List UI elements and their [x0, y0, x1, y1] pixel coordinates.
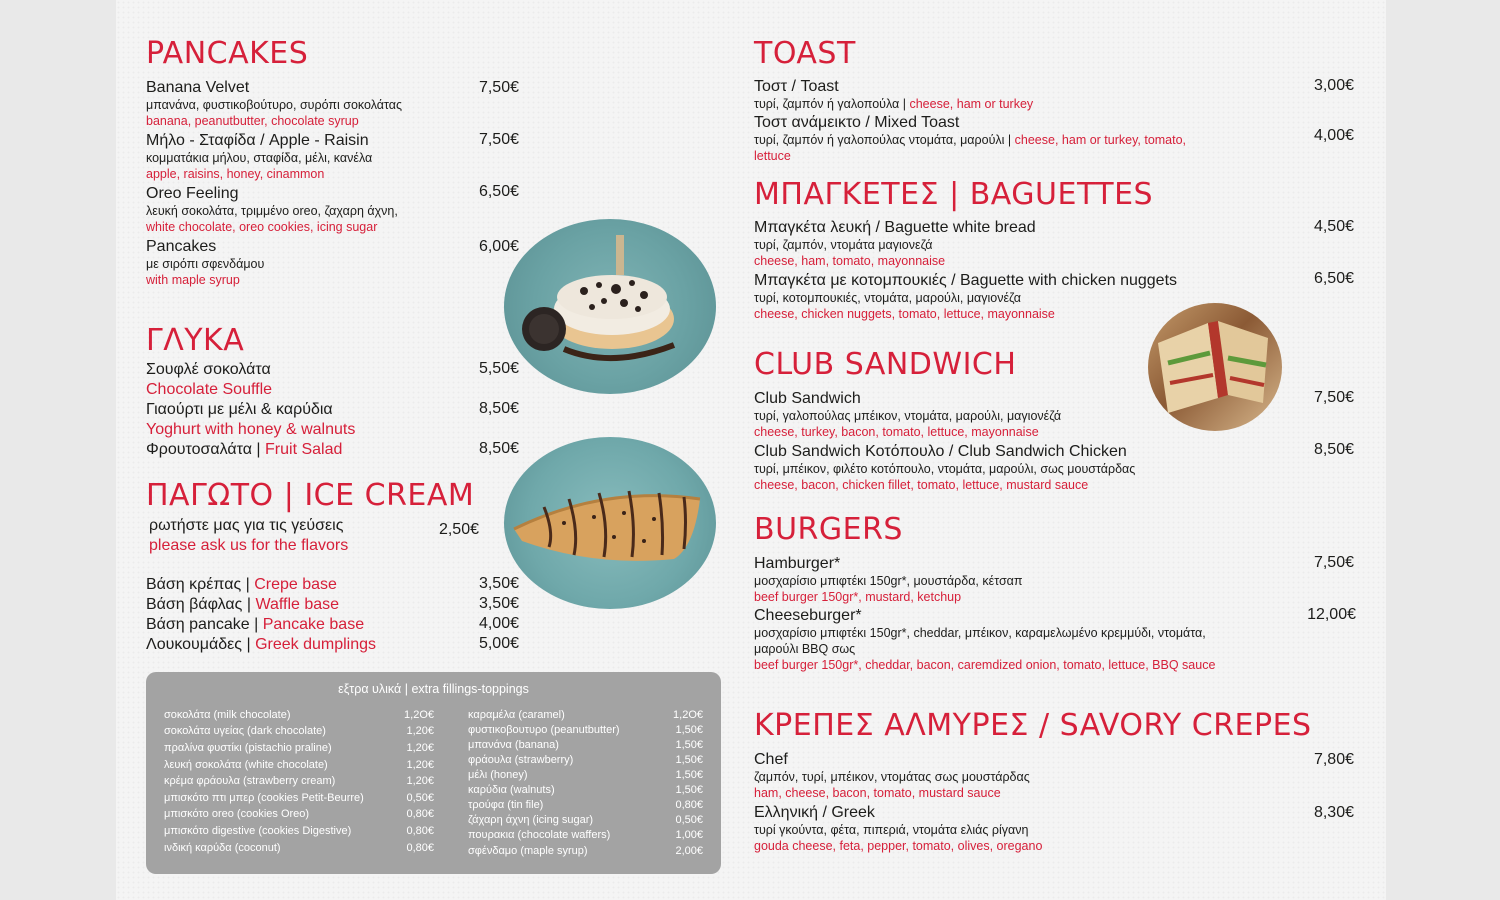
extra-price: 1,50€ — [675, 754, 703, 766]
extra-name: μπισκότο πτι μπερ (cookies Petit-Beurre) — [164, 792, 364, 804]
item-description-gr: τυρί, ζαμπόν, ντομάτα μαγιονεζά — [754, 238, 933, 252]
menu-item — [754, 607, 1314, 673]
item-name: Cheeseburger* — [754, 607, 862, 624]
pancakes-heading: PANCAKES — [146, 36, 309, 71]
extra-price: 1,2Ο€ — [673, 709, 703, 721]
item-description-gr: τυρί, μπέικον, φιλέτο κοτόπουλο, ντομάτα, μαρούλι, σως μουστάρδας — [754, 462, 1136, 476]
extra-price: 1,20€ — [406, 725, 434, 737]
glyka-item — [146, 440, 342, 460]
item-description-en: beef burger 150gr*, mustard, ketchup — [754, 590, 962, 604]
extra-name: τρούφα (tin file) — [468, 799, 544, 811]
extra-name: μπισκότο oreo (cookies Oreo) — [164, 808, 310, 820]
base-item — [146, 575, 337, 595]
separator: | — [241, 576, 255, 593]
glyka-item-en: Yoghurt with honey & walnuts — [146, 421, 356, 438]
item-name: Μπαγκέτα με κοτομπουκιές / Baguette with chicken nuggets — [754, 272, 1178, 289]
baguettes-heading: ΜΠΑΓΚΕΤΕΣ | BAGUETTES — [754, 177, 1154, 212]
glyka-item-gr: Γιαούρτι με μέλι & καρύδια — [146, 401, 333, 418]
item-description-en: ham, cheese, bacon, tomato, mustard sauce — [754, 786, 1001, 800]
item-name: Hamburger* — [754, 555, 841, 572]
item-price: 4,00€ — [1313, 127, 1354, 144]
menu-item — [754, 751, 1274, 801]
item-price: 8,30€ — [1313, 804, 1354, 821]
icecream-ask-gr: ρωτήστε μας για τις γεύσεις — [149, 517, 344, 534]
glyka-item-en: Fruit Salad — [265, 441, 343, 458]
menu-page — [116, 0, 1386, 900]
extra-price: 0,80€ — [406, 825, 434, 837]
item-description-en: gouda cheese, feta, pepper, tomato, olives, oregano — [754, 839, 1043, 853]
item-price: 6,00€ — [478, 238, 519, 255]
toast-heading: TOAST — [754, 36, 856, 71]
base-en: Greek dumplings — [255, 636, 377, 653]
item-description-en: cheese, ham or turkey — [909, 97, 1034, 111]
item-description-en: with maple syrup — [146, 273, 240, 287]
menu-item — [754, 78, 1274, 112]
extra-price: 1,20€ — [406, 742, 434, 754]
item-price: 3,00€ — [1313, 77, 1354, 94]
extra-price: 0,50€ — [675, 814, 703, 826]
item-description-gr: μπανάνα, φυστικοβούτυρο, συρόπι σοκολάτας — [146, 98, 403, 112]
base-gr: Βάση pancake — [146, 616, 250, 633]
base-en: Pancake base — [262, 616, 365, 633]
item-name: Μήλο - Σταφίδα / Apple - Raisin — [146, 132, 369, 149]
extra-name: σφένδαμο (maple syrup) — [468, 845, 588, 857]
extra-name: σοκολάτα (milk chocolate) — [164, 709, 291, 721]
extra-name: φράουλα (strawberry) — [468, 754, 574, 766]
club-heading: CLUB SANDWICH — [754, 347, 1017, 382]
separator: | — [899, 97, 910, 111]
item-price: 12,00€ — [1307, 606, 1356, 623]
extras-title: εξτρα υλικά | extra fillings-toppings — [338, 682, 529, 696]
base-gr: Βάση κρέπας — [146, 576, 242, 593]
extra-price: 0,50€ — [406, 792, 434, 804]
crepes-heading: ΚΡΕΠΕΣ ΑΛΜΥΡΕΣ / SAVORY CREPES — [754, 708, 1312, 743]
icecream-heading: ΠΑΓΩΤΟ | ICE CREAM — [146, 478, 475, 513]
item-price: 3,50€ — [478, 595, 519, 612]
item-description-gr: τυρί γκούντα, φέτα, πιπεριά, ντομάτα ελιάς ρίγανη — [754, 823, 1029, 837]
base-en: Waffle base — [255, 596, 340, 613]
item-description-en: cheese, chicken nuggets, tomato, lettuce, mayonnaise — [754, 307, 1055, 321]
extra-name: πουρακια (chocolate waffers) — [468, 829, 611, 841]
icecream-ask-en: please ask us for the flavors — [149, 537, 349, 554]
item-description-gr: ζαμπόν, τυρί, μπέικον, ντομάτας σως μουστάρδας — [754, 770, 1030, 784]
menu-item — [754, 114, 1284, 164]
menu-item — [754, 443, 1274, 493]
item-description-gr: τυρί, ζαμπόν ή γαλοπούλας ντομάτα, μαρούλι — [754, 133, 1005, 147]
item-description-en: banana, peanutbutter, chocolate syrup — [146, 114, 359, 128]
item-price: 8,50€ — [478, 400, 519, 417]
extra-price: 1,20€ — [406, 759, 434, 771]
separator: | — [242, 636, 256, 653]
glyka-item-en: Chocolate Souffle — [146, 381, 273, 398]
separator: | — [242, 596, 256, 613]
menu-item — [754, 219, 1274, 269]
item-description-gr: τυρί, κοτομπουκιές, ντομάτα, μαρούλι, μαγιονέζα — [754, 291, 1021, 305]
item-description-gr: μοσχαρίσιο μπιφτέκι 150gr*, cheddar, μπέικον, καραμελωμένο κρεμμύδι, ντομάτα, — [754, 626, 1206, 640]
item-price: 5,50€ — [478, 360, 519, 377]
base-item — [146, 635, 376, 655]
item-name: Club Sandwich — [754, 390, 861, 407]
extra-price: 1,50€ — [675, 769, 703, 781]
extra-name: λευκή σοκολάτα (white chocolate) — [164, 759, 328, 771]
extra-price: 0,80€ — [406, 808, 434, 820]
item-price: 7,50€ — [478, 131, 519, 148]
extra-price: 1,2Ο€ — [404, 709, 434, 721]
base-gr: Λουκουμάδες — [146, 636, 243, 653]
item-price: 2,50€ — [438, 521, 479, 538]
extra-name: μέλι (honey) — [468, 769, 528, 781]
item-price: 4,00€ — [478, 615, 519, 632]
item-price: 5,00€ — [478, 635, 519, 652]
item-description-en: apple, raisins, honey, cinammon — [146, 167, 325, 181]
burgers-heading: BURGERS — [754, 512, 903, 547]
item-description-en: cheese, ham, tomato, mayonnaise — [754, 254, 946, 268]
extras-panel — [146, 672, 721, 874]
item-description-en: cheese, turkey, bacon, tomato, lettuce, mayonnaise — [754, 425, 1039, 439]
item-name: Ελληνική / Greek — [754, 804, 875, 821]
base-gr: Βάση βάφλας — [146, 596, 243, 613]
item-price: 3,50€ — [478, 575, 519, 592]
extra-name: ζάχαρη άχνη (icing sugar) — [468, 814, 594, 826]
base-en: Crepe base — [254, 576, 337, 593]
item-description-en: beef burger 150gr*, cheddar, bacon, caremdized onion, tomato, lettuce, BBQ sauce — [754, 658, 1216, 672]
oreo-pancake-photo — [504, 219, 716, 394]
separator: | — [249, 616, 263, 633]
menu-item — [754, 390, 1274, 440]
extra-price: 1,50€ — [675, 724, 703, 736]
item-description-gr: τυρί, ζαμπόν ή γαλοπούλα — [754, 97, 900, 111]
item-name: Chef — [754, 751, 788, 768]
extra-price: 2,00€ — [675, 845, 703, 857]
extra-name: μπισκότο digestive (cookies Digestive) — [164, 825, 352, 837]
extra-name: πραλίνα φυστίκι (pistachio praline) — [164, 742, 332, 754]
extra-name: φυστικοβουτυρο (peanutbutter) — [468, 724, 620, 736]
item-description-en-2: lettuce — [754, 149, 791, 163]
item-name: Banana Velvet — [146, 79, 250, 96]
glyka-heading: ΓΛΥΚΑ — [146, 323, 245, 358]
glyka-item-gr: Σουφλέ σοκολάτα — [146, 361, 271, 378]
crepe-photo — [504, 437, 716, 609]
item-price: 6,50€ — [478, 183, 519, 200]
item-price: 7,50€ — [478, 79, 519, 96]
menu-item — [754, 555, 1274, 605]
item-description-en: white chocolate, oreo cookies, icing sugar — [146, 220, 378, 234]
item-price: 7,50€ — [1313, 554, 1354, 571]
item-name: Μπαγκέτα λευκή / Baguette white bread — [754, 219, 1036, 236]
extra-name: καραμέλα (caramel) — [468, 709, 565, 721]
item-description-gr-2: μαρούλι BBQ σως — [754, 642, 856, 656]
extra-price: 1,20€ — [406, 775, 434, 787]
extra-price: 1,50€ — [675, 784, 703, 796]
item-name: Club Sandwich Κοτόπουλο / Club Sandwich Chicken — [754, 443, 1127, 460]
item-price: 6,50€ — [1313, 270, 1354, 287]
separator: | — [251, 441, 266, 458]
extra-price: 0,80€ — [406, 842, 434, 854]
item-description-gr: με σιρόπι σφενδάμου — [146, 257, 265, 271]
item-name: Τοστ / Toast — [754, 78, 839, 95]
item-description-gr: λευκή σοκολάτα, τριμμένο oreo, ζαχαρη άχνη, — [146, 204, 398, 218]
extra-name: κρέμα φράουλα (strawberry cream) — [164, 775, 336, 787]
item-description-en: cheese, ham or turkey, tomato, — [1014, 133, 1187, 147]
separator: | — [1004, 133, 1015, 147]
item-description-gr: μοσχαρίσιο μπιφτέκι 150gr*, μουστάρδα, κέτσαπ — [754, 574, 1023, 588]
item-description-en: cheese, bacon, chicken fillet, tomato, lettuce, mustard sauce — [754, 478, 1089, 492]
item-name: Oreo Feeling — [146, 185, 239, 202]
extra-price: 1,00€ — [675, 829, 703, 841]
extra-name: σοκολάτα υγείας (dark chocolate) — [164, 725, 326, 737]
item-description-gr: τυρί, γαλοπούλας μπέικον, ντομάτα, μαρούλι, μαγιονέζά — [754, 409, 1062, 423]
item-price: 7,50€ — [1313, 389, 1354, 406]
extra-price: 0,80€ — [675, 799, 703, 811]
item-price: 7,80€ — [1313, 751, 1354, 768]
extra-name: ινδική καρύδα (coconut) — [164, 842, 281, 854]
extra-price: 1,50€ — [675, 739, 703, 751]
extra-name: μπανάνα (banana) — [468, 739, 559, 751]
menu-item — [754, 804, 1274, 854]
item-price: 8,50€ — [1313, 441, 1354, 458]
extra-name: καρύδια (walnuts) — [468, 784, 555, 796]
glyka-item-gr: Φρουτοσαλάτα — [146, 441, 252, 458]
item-name: Pancakes — [146, 238, 217, 255]
item-description-gr: κομματάκια μήλου, σταφίδα, μέλι, κανέλα — [146, 151, 373, 165]
item-price: 8,50€ — [478, 440, 519, 457]
item-name: Τοστ ανάμεικτο / Mixed Toast — [754, 114, 960, 131]
base-item — [146, 615, 364, 635]
item-price: 4,50€ — [1313, 218, 1354, 235]
base-item — [146, 595, 339, 615]
